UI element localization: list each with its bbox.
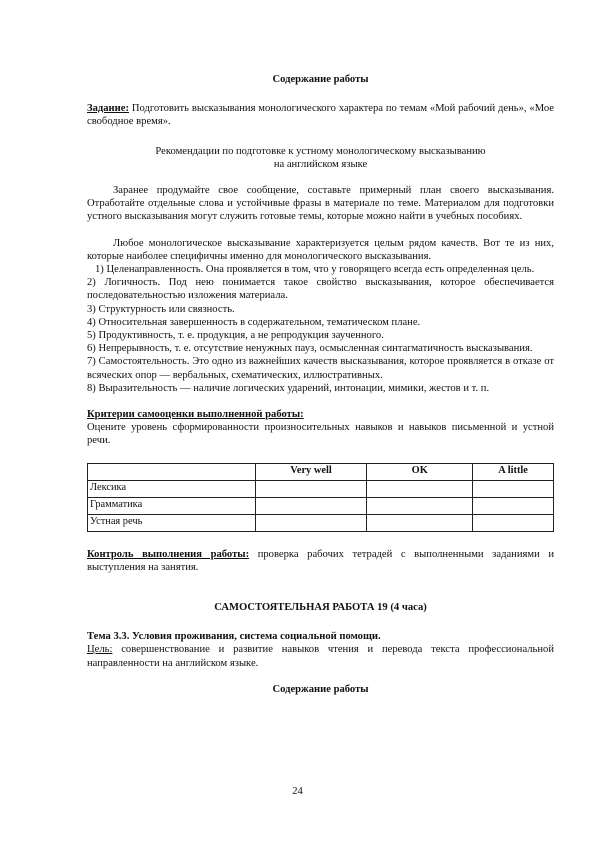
table-header-cell <box>88 463 256 480</box>
preparation-paragraph: Заранее продумайте свое сообщение, составьте примерный план своего высказывания. Отработайте отдельные слова и устойчивые фразы в материале по теме. Материалом для подготовки устного высказывания могут служить готовые темы, которые можно найти в учебных пособиях. <box>87 185 554 223</box>
table-header-cell: Very well <box>255 463 367 480</box>
quality-item: 2) Логичность. Под нею понимается такое свойство высказывания, которое обеспечивается последовательностью изложения материала. <box>87 277 554 302</box>
qualities-intro-paragraph: Любое монологическое высказывание характеризуется целым рядом качеств. Вот те из них, которые наиболее специфичны именно для монологического высказывания. <box>87 237 554 262</box>
table-cell <box>255 514 367 531</box>
page-content <box>87 73 554 696</box>
table-cell <box>367 480 473 497</box>
quality-item: 4) Относительная завершенность в содержательном, тематическом плане. <box>87 316 421 328</box>
recommendations-title-line2: на английском языке <box>273 158 368 170</box>
page-number: 24 <box>292 786 303 797</box>
goal-paragraph <box>87 643 554 669</box>
table-row-label: Грамматика <box>88 497 256 514</box>
table-row <box>88 514 554 531</box>
quality-item: 7) Самостоятельность. Это одно из важнейших качеств высказывания, которое проявляется в отказе от всяческих опор — вербальных, схематических, иллюстративных. <box>87 356 554 381</box>
quality-item: 6) Непрерывность, т. е. отсутствие ненужных пауз, осмысленная синтагматичность высказывания. <box>87 343 533 355</box>
control-text: проверка рабочих тетрадей с выполненными заданиями и выступления на занятия. <box>87 548 555 573</box>
quality-item: 3) Структурность или связность. <box>87 303 235 315</box>
task-text: Подготовить высказывания монологического характера по темам «Мой рабочий день», «Мое свободное время». <box>87 103 554 128</box>
table-row <box>88 480 554 497</box>
criteria-text: Оцените уровень сформированности произносительных навыков и навыков письменной и устной речи. <box>87 422 554 447</box>
goal-label: Цель: <box>87 644 113 656</box>
section-title: САМОСТОЯТЕЛЬНАЯ РАБОТА 19 (4 часа) <box>214 602 427 614</box>
table-row-label: Устная речь <box>88 514 256 531</box>
table-header-cell: A little <box>473 463 554 480</box>
recommendations-title-line1: Рекомендации по подготовке к устному монологическому высказыванию <box>155 145 486 157</box>
goal-text: совершенствование и развитие навыков чтения и перевода текста профессиональной направленности на английском языке. <box>87 644 554 669</box>
table-cell <box>255 497 367 514</box>
table-row-label: Лексика <box>88 480 256 497</box>
table-header-row <box>88 463 554 480</box>
task-paragraph <box>87 102 554 128</box>
criteria-title: Критерии самооценки выполненной работы: <box>87 409 304 421</box>
table-row <box>88 497 554 514</box>
section-heading-content: Содержание работы <box>272 74 369 85</box>
table-cell <box>255 480 367 497</box>
quality-item: 8) Выразительность — наличие логических ударений, интонации, мимики, жестов и т. п. <box>87 382 490 394</box>
table-cell <box>473 480 554 497</box>
control-paragraph <box>87 548 554 574</box>
section-heading-content-2: Содержание работы <box>272 683 369 695</box>
quality-item: 5) Продуктивность, т. е. продукция, а не репродукция заученного. <box>87 330 384 342</box>
table-cell <box>473 497 554 514</box>
quality-item: 1) Целенаправленность. Она проявляется в том, что у говорящего всегда есть определенная цель. <box>95 264 535 276</box>
topic-title: Тема 3.3. Условия проживания, система социальной помощи. <box>87 631 381 643</box>
table-cell <box>473 514 554 531</box>
task-label: Задание: <box>87 103 129 115</box>
table-cell <box>367 497 473 514</box>
table-cell <box>367 514 473 531</box>
control-label: Контроль выполнения работы: <box>87 548 250 560</box>
table-header-cell: OK <box>367 463 473 480</box>
self-assessment-table <box>87 463 554 532</box>
